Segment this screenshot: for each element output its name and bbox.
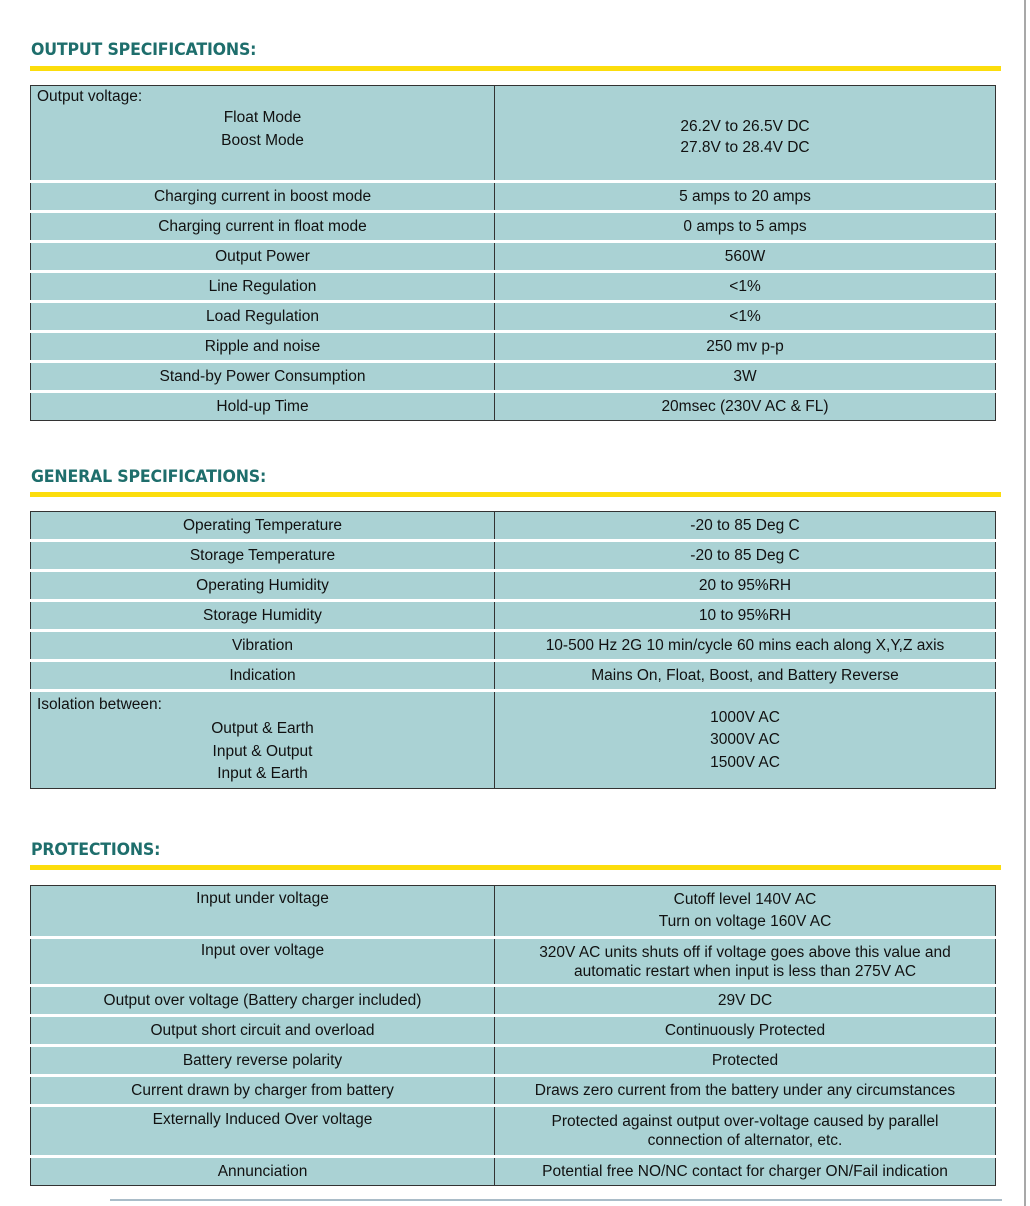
spec-label: Current drawn by charger from battery [31,1076,495,1106]
general-specifications-heading: GENERAL SPECIFICATIONS: [31,467,267,487]
table-row [31,886,996,938]
page-right-border [1024,0,1026,1206]
output-voltage-label: Output voltage: [37,88,143,105]
isolation-item-label: Input & Output [212,743,313,760]
spec-label: Input over voltage [31,938,495,986]
spec-value: 0 amps to 5 amps [495,212,996,242]
float-mode-value: 26.2V to 26.5V DC [680,118,810,135]
table-row [31,86,996,182]
table-row [31,986,996,1016]
table-row [31,272,996,302]
output-voltage-label-cell [31,86,495,182]
table-row [31,512,996,541]
output-voltage-value-cell [495,86,996,182]
table-row [31,332,996,362]
isolation-item-value: 1000V AC [710,709,780,726]
footer-rule [110,1199,1002,1201]
spec-value: Mains On, Float, Boost, and Battery Reverse [495,661,996,691]
protections-table [30,885,996,1186]
general-specifications-table [30,511,996,789]
spec-label: Storage Humidity [31,601,495,631]
table-row [31,601,996,631]
spec-label: Battery reverse polarity [31,1046,495,1076]
spec-value: <1% [495,272,996,302]
spec-label: Indication [31,661,495,691]
table-row [31,571,996,601]
spec-value [495,1106,996,1157]
float-mode-label: Float Mode [223,109,302,126]
isolation-item-label: Output & Earth [211,720,314,737]
spec-value [495,886,996,938]
spec-value: 10-500 Hz 2G 10 min/cycle 60 mins each along X,Y,Z axis [495,631,996,661]
general-heading-underline [30,492,1001,497]
isolation-between-label: Isolation between: [37,696,162,713]
spec-value-line: 320V AC units shuts off if voltage goes above this value and [539,943,951,961]
spec-label: Externally Induced Over voltage [31,1106,495,1157]
spec-label: Annunciation [31,1157,495,1186]
spec-value: 560W [495,242,996,272]
spec-label: Operating Humidity [31,571,495,601]
table-row [31,242,996,272]
isolation-item-label: Input & Earth [217,765,308,782]
spec-label: Vibration [31,631,495,661]
table-row [31,392,996,421]
spec-label: Hold-up Time [31,392,495,421]
spec-label: Stand-by Power Consumption [31,362,495,392]
spec-label: Input under voltage [31,886,495,938]
isolation-label-cell [31,691,495,789]
table-row [31,362,996,392]
spec-value: Draws zero current from the battery under any circumstances [495,1076,996,1106]
spec-value: Potential free NO/NC contact for charger ON/Fail indication [495,1157,996,1186]
spec-value: Continuously Protected [495,1016,996,1046]
spec-value: 3W [495,362,996,392]
spec-value-line: Protected against output over-voltage caused by parallel [551,1113,939,1130]
spec-value: Protected [495,1046,996,1076]
spec-value [495,938,996,986]
protections-heading: PROTECTIONS: [31,840,161,860]
table-row [31,1076,996,1106]
spec-label: Output Power [31,242,495,272]
isolation-value-cell [495,691,996,789]
spec-value: -20 to 85 Deg C [495,512,996,541]
table-row [31,1157,996,1186]
output-specifications-table [30,85,996,421]
table-row [31,1046,996,1076]
spec-label: Output short circuit and overload [31,1016,495,1046]
output-heading-underline [30,66,1001,71]
spec-value: -20 to 85 Deg C [495,541,996,571]
spec-value-line: automatic restart when input is less than 275V AC [573,962,917,980]
output-specifications-heading: OUTPUT SPECIFICATIONS: [31,40,257,60]
table-row [31,1106,996,1157]
table-row [31,631,996,661]
spec-label: Line Regulation [31,272,495,302]
spec-label: Charging current in boost mode [31,182,495,212]
table-row [31,212,996,242]
spec-label: Ripple and noise [31,332,495,362]
spec-value-line: Turn on voltage 160V AC [658,913,832,930]
spec-label: Output over voltage (Battery charger included) [31,986,495,1016]
spec-value: 250 mv p-p [495,332,996,362]
boost-mode-label: Boost Mode [221,132,304,149]
table-row [31,1016,996,1046]
table-row [31,541,996,571]
spec-value: <1% [495,302,996,332]
spec-value-line: connection of alternator, etc. [647,1132,843,1149]
spec-value: 20msec (230V AC & FL) [495,392,996,421]
spec-value-line: Cutoff level 140V AC [673,891,817,908]
spec-value: 29V DC [495,986,996,1016]
boost-mode-value: 27.8V to 28.4V DC [680,139,810,156]
spec-value: 5 amps to 20 amps [495,182,996,212]
table-row [31,182,996,212]
spec-label: Charging current in float mode [31,212,495,242]
spec-value: 10 to 95%RH [495,601,996,631]
table-row [31,691,996,789]
spec-value: 20 to 95%RH [495,571,996,601]
isolation-item-value: 1500V AC [710,754,780,771]
spec-label: Storage Temperature [31,541,495,571]
table-row [31,938,996,986]
table-row [31,661,996,691]
protections-heading-underline [30,865,1001,870]
spec-label: Load Regulation [31,302,495,332]
isolation-item-value: 3000V AC [710,731,780,748]
table-row [31,302,996,332]
spec-label: Operating Temperature [31,512,495,541]
